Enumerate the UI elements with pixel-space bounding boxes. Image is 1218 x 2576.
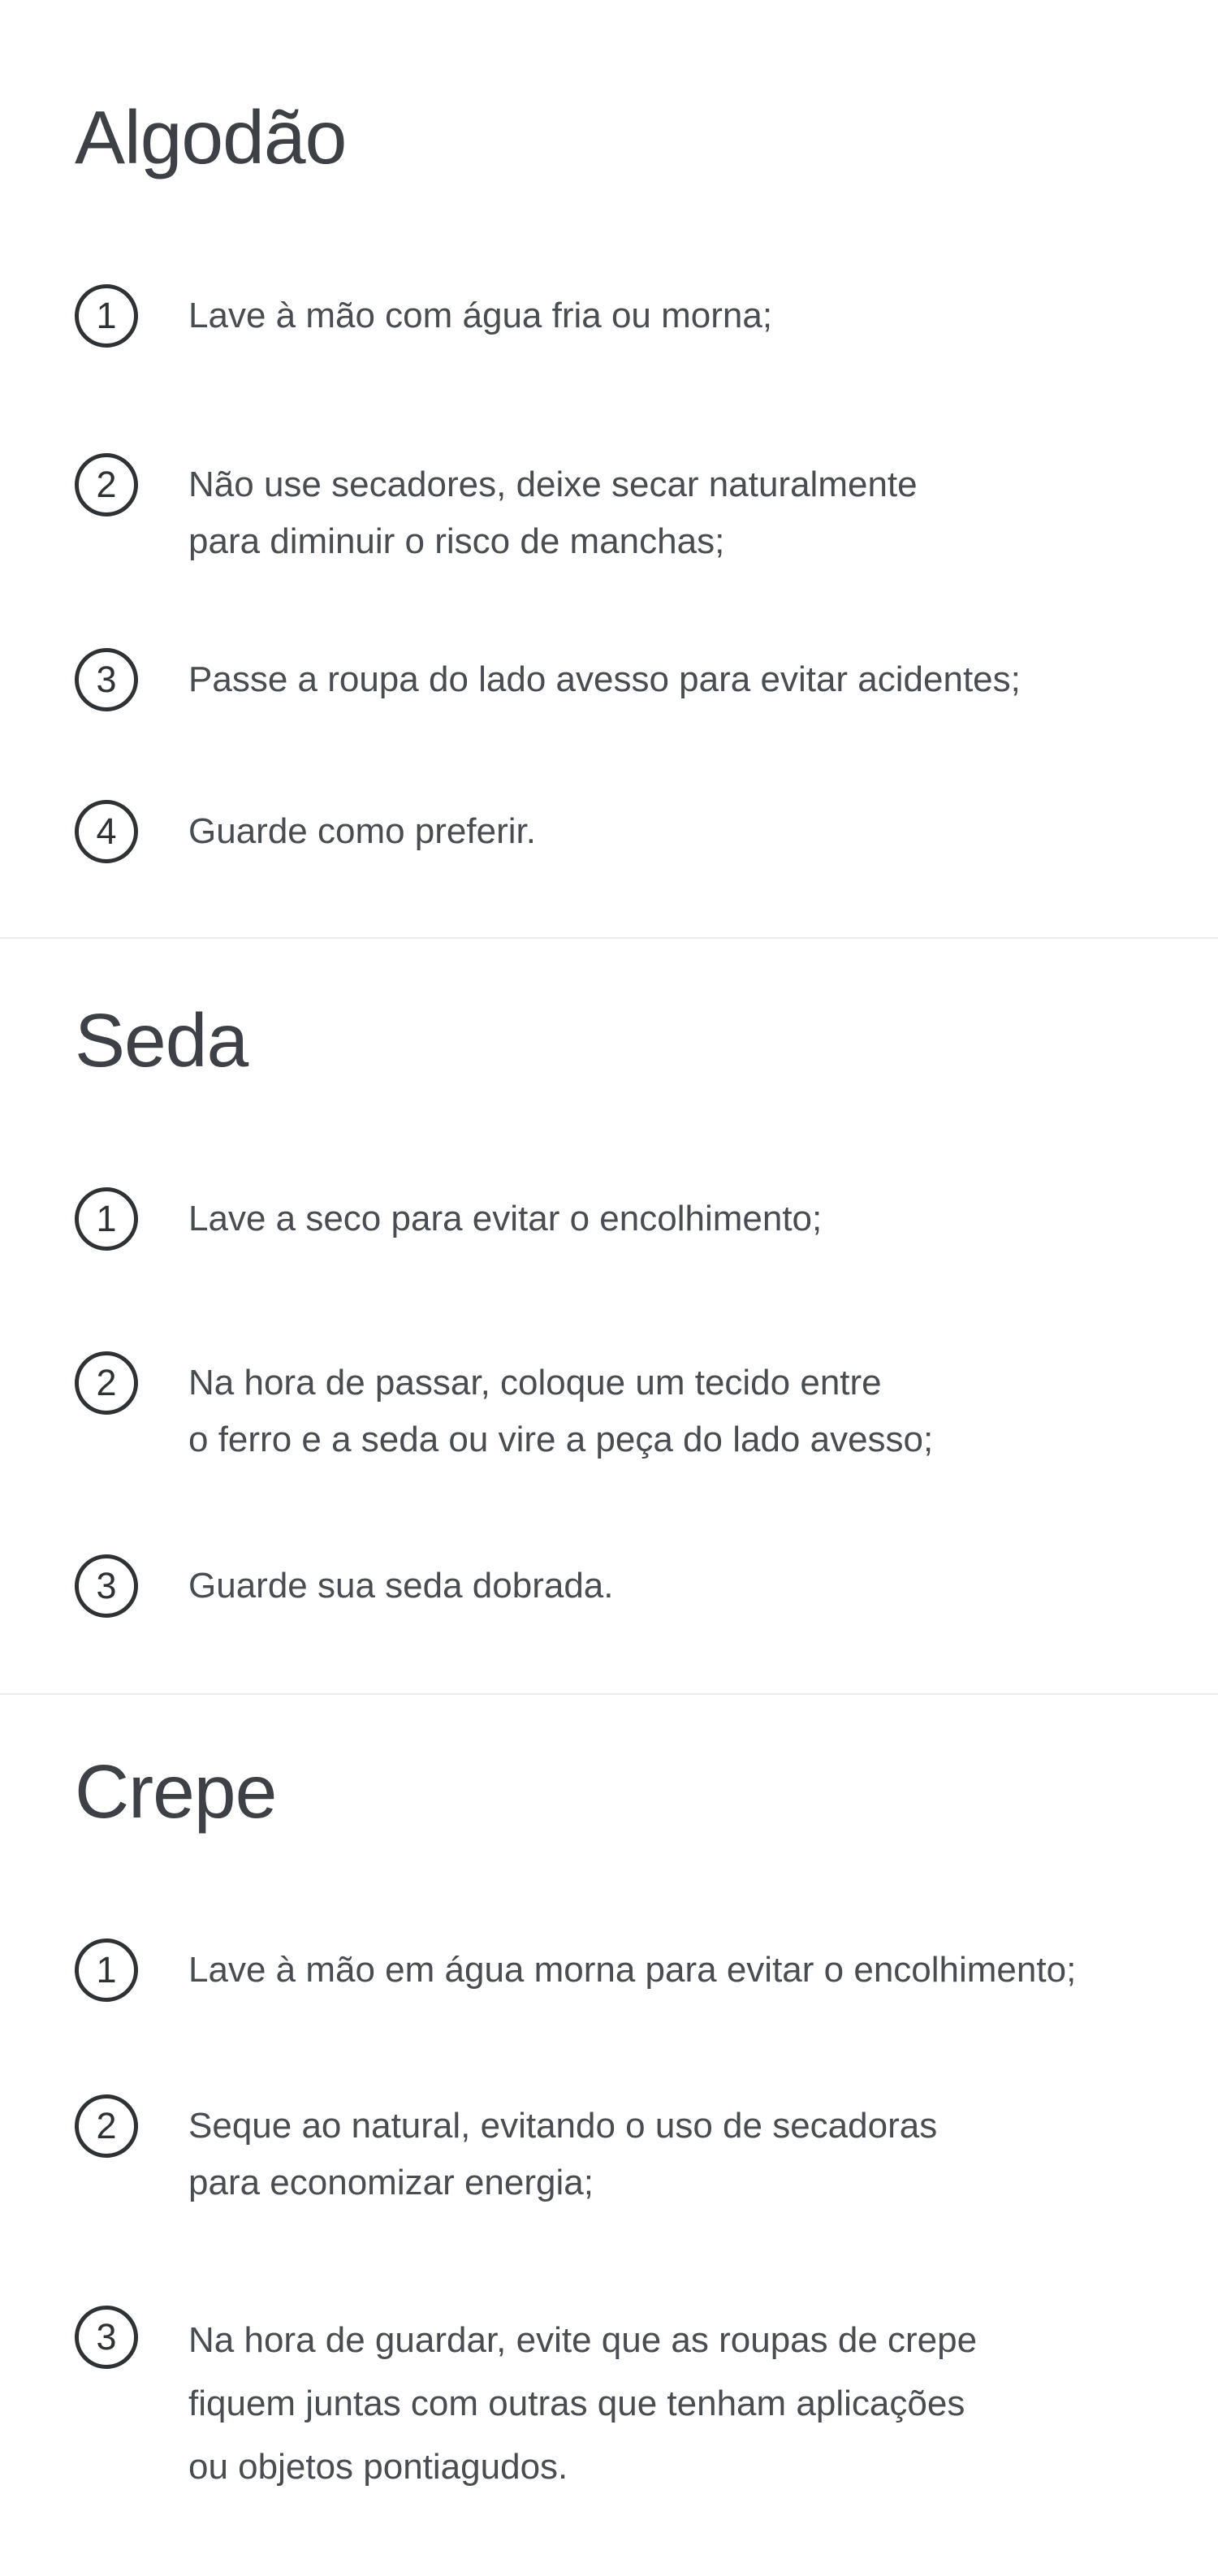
care-step-item	[75, 453, 1169, 570]
section-title: Seda	[75, 997, 248, 1083]
step-text	[188, 651, 1021, 708]
step-number: 1	[96, 295, 117, 337]
step-number: 3	[96, 659, 117, 701]
step-text	[188, 2309, 977, 2499]
step-text	[188, 456, 918, 570]
care-step-item	[75, 800, 1169, 863]
step-text	[188, 1355, 933, 1468]
step-text-line: Guarde como preferir.	[188, 810, 536, 851]
step-text	[188, 1558, 614, 1614]
step-number: 3	[96, 1565, 117, 1607]
step-text-line: Seque ao natural, evitando o uso de secadoras	[188, 2105, 938, 2146]
step-text-line: Na hora de passar, coloque um tecido entre	[188, 1362, 882, 1403]
care-step-item	[75, 284, 1169, 348]
step-number-badge	[75, 648, 138, 711]
care-step-item	[75, 1554, 1169, 1618]
step-text	[188, 803, 536, 860]
step-number: 2	[96, 464, 117, 506]
care-step-item	[75, 1187, 1169, 1251]
step-text-line: Lave à mão em água morna para evitar o encolhimento;	[188, 1949, 1077, 1990]
step-number-badge	[75, 1187, 138, 1251]
step-number: 1	[96, 1198, 117, 1240]
section-crepe	[0, 1693, 1218, 2576]
step-number-badge	[75, 800, 138, 863]
step-number-badge	[75, 2306, 138, 2369]
care-step-item	[75, 2094, 1169, 2211]
step-number: 2	[96, 2105, 117, 2147]
care-steps-list	[75, 1938, 1169, 2499]
step-number: 1	[96, 1949, 117, 1991]
step-text-line: Lave a seco para evitar o encolhimento;	[188, 1198, 823, 1238]
step-number: 4	[96, 810, 117, 853]
step-text-line: Não use secadores, deixe secar naturalmente	[188, 464, 918, 504]
step-text-line: Lave à mão com água fria ou morna;	[188, 295, 773, 335]
step-number-badge	[75, 2094, 138, 2158]
step-text-line: Guarde sua seda dobrada.	[188, 1565, 614, 1606]
step-text-line: para diminuir o risco de manchas;	[188, 521, 725, 561]
care-step-item	[75, 2306, 1169, 2499]
care-step-item	[75, 648, 1169, 711]
step-text	[188, 1191, 822, 1247]
step-number-badge	[75, 1554, 138, 1618]
step-number-badge	[75, 1938, 138, 2002]
step-text-line: para economizar energia;	[188, 2162, 594, 2202]
care-step-item	[75, 1938, 1169, 2002]
care-step-item	[75, 1351, 1169, 1468]
step-text	[188, 1942, 1076, 1999]
step-text-line: o ferro e a seda ou vire a peça do lado avesso;	[188, 1419, 934, 1459]
step-text-line: fiquem juntas com outras que tenham aplicações	[188, 2383, 965, 2423]
step-number: 2	[96, 1362, 117, 1404]
step-number: 3	[96, 2316, 117, 2358]
section-algodao	[0, 94, 1218, 937]
step-text	[188, 287, 772, 344]
section-title: Crepe	[75, 1748, 277, 1834]
step-number-badge	[75, 1351, 138, 1415]
step-text-line: ou objetos pontiagudos.	[188, 2446, 568, 2487]
care-steps-list	[75, 1187, 1169, 1618]
step-text-line: Passe a roupa do lado avesso para evitar acidentes;	[188, 659, 1021, 699]
step-number-badge	[75, 453, 138, 516]
step-text	[188, 2098, 937, 2211]
section-title: Algodão	[75, 95, 347, 179]
step-text-line: Na hora de guardar, evite que as roupas de crepe	[188, 2319, 978, 2360]
fabric-care-article	[0, 94, 1218, 2576]
care-steps-list	[75, 284, 1169, 863]
step-number-badge	[75, 284, 138, 348]
section-seda	[0, 937, 1218, 1693]
